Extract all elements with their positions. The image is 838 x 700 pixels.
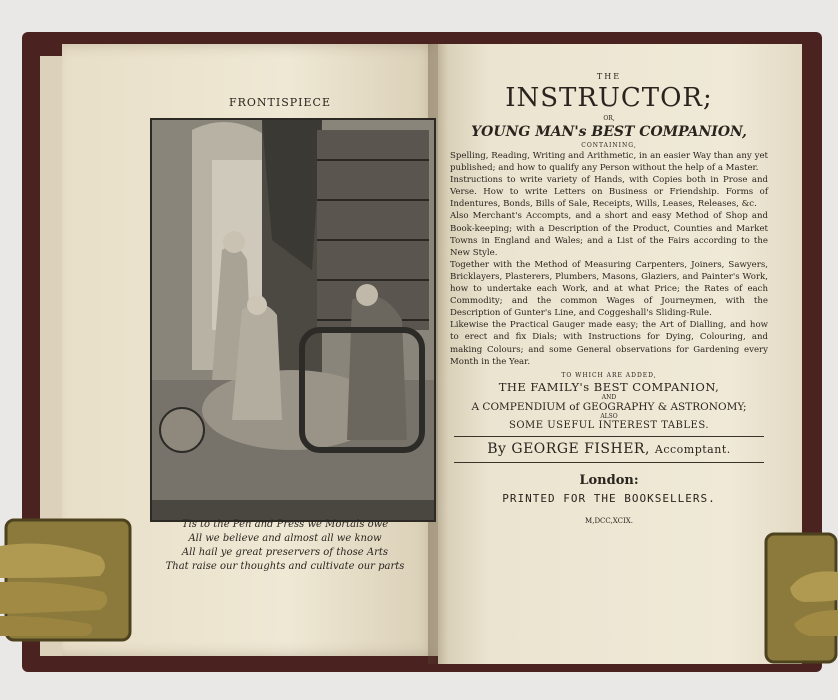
frontispiece-caption — [140, 518, 430, 574]
containing-label: CONTAINING, — [581, 142, 637, 149]
author-title: Accomptant. — [654, 442, 731, 456]
tables-title: SOME USEFUL INTEREST TABLES. — [508, 419, 710, 431]
compendium-title: A COMPENDIUM of GEOGRAPHY & ASTRONOMY; — [471, 400, 747, 413]
contents-paragraph: Instructions to write variety of Hands, with Copies both in Prose and Verse. How to write Letters on Business or Friendship. Forms of Indentures, Bonds, Bills of Sale, Receipts, Wills, Leases, Releases, &c. — [450, 175, 768, 210]
divider — [454, 436, 764, 437]
caption-line: Tis to the Pen and Press we Mortals owe — [181, 519, 389, 530]
caption-line: All hail ye great preservers of those Arts — [181, 547, 389, 558]
contents-paragraph: Spelling, Reading, Writing and Arithmetic, in an easier Way than any yet published; and how to qualify any Person without the help of a Master. — [450, 151, 768, 174]
book-title: INSTRUCTOR; — [505, 83, 713, 113]
added-label: TO WHICH ARE ADDED, — [561, 371, 657, 379]
brass-hand-clip-left — [0, 516, 134, 644]
imprint-year: M,DCC,XCIX. — [585, 516, 633, 525]
family-companion-title: THE FAMILY's BEST COMPANION, — [498, 379, 720, 394]
and-label: AND — [601, 393, 617, 401]
caption-line: All we believe and almost all we know — [188, 533, 382, 544]
author-name: By GEORGE FISHER, — [487, 440, 650, 457]
book-subtitle: YOUNG MAN's BEST COMPANION, — [471, 124, 747, 140]
contents-paragraph: Likewise the Practical Gauger made easy; the Art of Dialling, and how to erect and fix Dials; with Instructions for Dying, Colouring, and making Colours; and some General observations for Gardening every Month in the Year. — [450, 320, 768, 367]
imprint-printer: PRINTED FOR THE BOOKSELLERS. — [502, 491, 716, 505]
author-line — [448, 441, 770, 457]
contents-description — [448, 150, 770, 368]
frontispiece-engraving — [150, 118, 436, 522]
frontispiece-label: FRONTISPIECE — [229, 96, 331, 109]
engraving-illustration — [152, 120, 434, 520]
title-page — [448, 72, 770, 525]
also-label: ALSO — [600, 412, 618, 420]
contents-paragraph: Together with the Method of Measuring Carpenters, Joiners, Sawyers, Bricklayers, Plasterers, Plumbers, Masons, Glaziers, and Painter's Work, how to undertake each Work, and at what Price; the Rates of each Commodity; and the common Wages of Journeymen, with the Description of Gunter's Line, and Coggeshall's Sliding-Rule. — [450, 259, 768, 319]
contents-paragraph: Also Merchant's Accompts, and a short and easy Method of Shop and Book-keeping; with a Description of the Product, Counties and Market Towns in England and Wales; and a List of the Fairs according to the New Style. — [450, 211, 768, 258]
imprint-place: London: — [579, 472, 639, 488]
title-article: THE — [596, 72, 622, 81]
caption-line: That raise our thoughts and cultivate our parts — [165, 561, 405, 572]
divider — [454, 462, 764, 463]
title-or: OR, — [603, 115, 615, 122]
brass-hand-clip-right — [764, 532, 838, 664]
